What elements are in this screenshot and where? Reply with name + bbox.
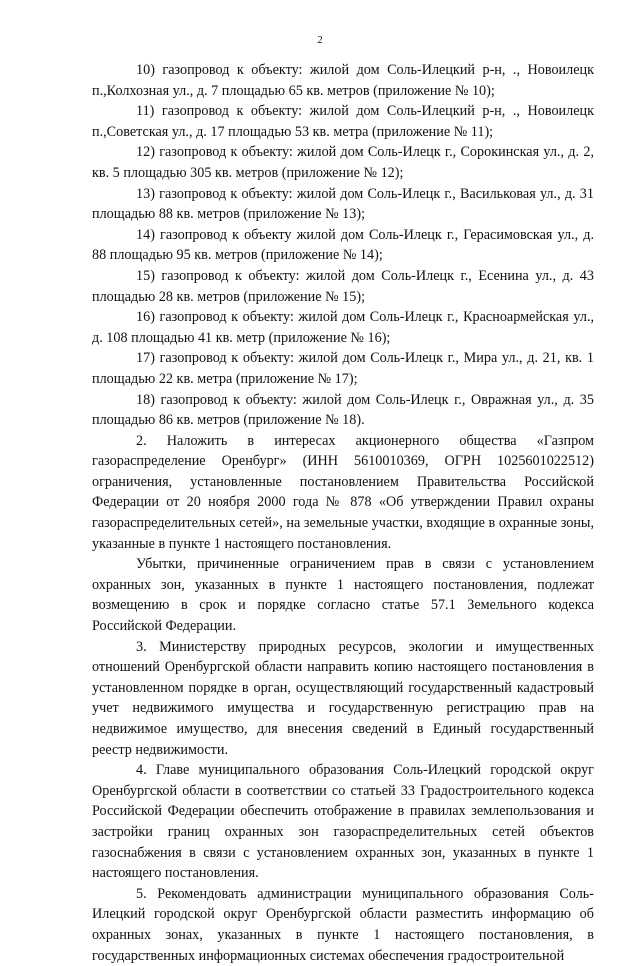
- list-item-12: 12) газопровод к объекту: жилой дом Соль-Илецк г., Сорокинская ул., д. 2, кв. 5 площадью 305 кв. метров (приложение № 12);: [92, 144, 594, 181]
- clause-2-losses: Убытки, причиненные ограничением прав в связи с установлением охранных зон, указанных в пункте 1 настоящего постановления, подлежат возмещению в срок и порядке согласно статье 57.1 Земельного кодекса Российской Федерации.: [92, 556, 594, 635]
- clause-5: 5. Рекомендовать администрации муниципального образования Соль-Илецкий городской округ Оренбургской области разместить информацию об охранных зонах, указанных в пункте 1 настоящего постановления, в государственных информационных системах обеспечения градостроительной: [92, 885, 594, 964]
- page-number: 2: [317, 34, 323, 46]
- clause-3: 3. Министерству природных ресурсов, экологии и имущественных отношений Оренбургской области направить копию настоящего постановления в установленном порядке в орган, осуществляющий государственный кадастровый учет недвижимого имущества и государственную регистрацию прав на недвижимое имущество, для внесения сведений в Единый государственный реестр недвижимости.: [92, 638, 594, 758]
- list-item-15: 15) газопровод к объекту: жилой дом Соль-Илецк г., Есенина ул., д. 43 площадью 28 кв. метров (приложение № 15);: [92, 267, 594, 305]
- document-body: [92, 60, 594, 966]
- clause-4: 4. Главе муниципального образования Соль-Илецкий городской округ Оренбургской области в соответствии со статьей 33 Градостроительного кодекса Российской Федерации обеспечить отображение в правилах землепользования и застройки границ охранных зон газораспределительных сетей объектов газоснабжения в связи с установлением охранных зон, указанных в пункте 1 настоящего постановления.: [92, 762, 594, 882]
- list-item-16: 16) газопровод к объекту: жилой дом Соль-Илецк г., Красноармейская ул., д. 108 площадью 41 кв. метр (приложение № 16);: [92, 309, 594, 346]
- list-item-14: 14) газопровод к объекту жилой дом Соль-Илецк г., Герасимовская ул., д. 88 площадью 95 кв. метров (приложение № 14);: [92, 226, 594, 264]
- list-item-17: 17) газопровод к объекту: жилой дом Соль-Илецк г., Мира ул., д. 21, кв. 1 площадью 22 кв. метра (приложение № 17);: [92, 350, 594, 387]
- list-item-13: 13) газопровод к объекту: жилой дом Соль-Илецк г., Васильковая ул., д. 31 площадью 88 кв. метров (приложение № 13);: [92, 185, 594, 223]
- list-item-10: 10) газопровод к объекту: жилой дом Соль-Илецкий р-н, ., Новоилецк п.,Колхозная ул., д. 7 площадью 65 кв. метров (приложение № 10);: [92, 62, 594, 99]
- clause-2: 2. Наложить в интересах акционерного общества «Газпром газораспределение Оренбург» (ИНН 5610010369, ОГРН 1025601022512) ограничения, установленные постановлением Правительства Российской Федерации от 20 ноября 2000 года № 878 «Об утверждении Правил охраны газораспределительных сетей», на земельные участки, входящие в охранные зоны, указанные в пункте 1 настоящего постановления.: [92, 432, 594, 552]
- list-item-18: 18) газопровод к объекту: жилой дом Соль-Илецк г., Овражная ул., д. 35 площадью 86 кв. метров (приложение № 18).: [92, 391, 594, 429]
- list-item-11: 11) газопровод к объекту: жилой дом Соль-Илецкий р-н, ., Новоилецк п.,Советская ул., д. 17 площадью 53 кв. метра (приложение № 11);: [92, 103, 594, 140]
